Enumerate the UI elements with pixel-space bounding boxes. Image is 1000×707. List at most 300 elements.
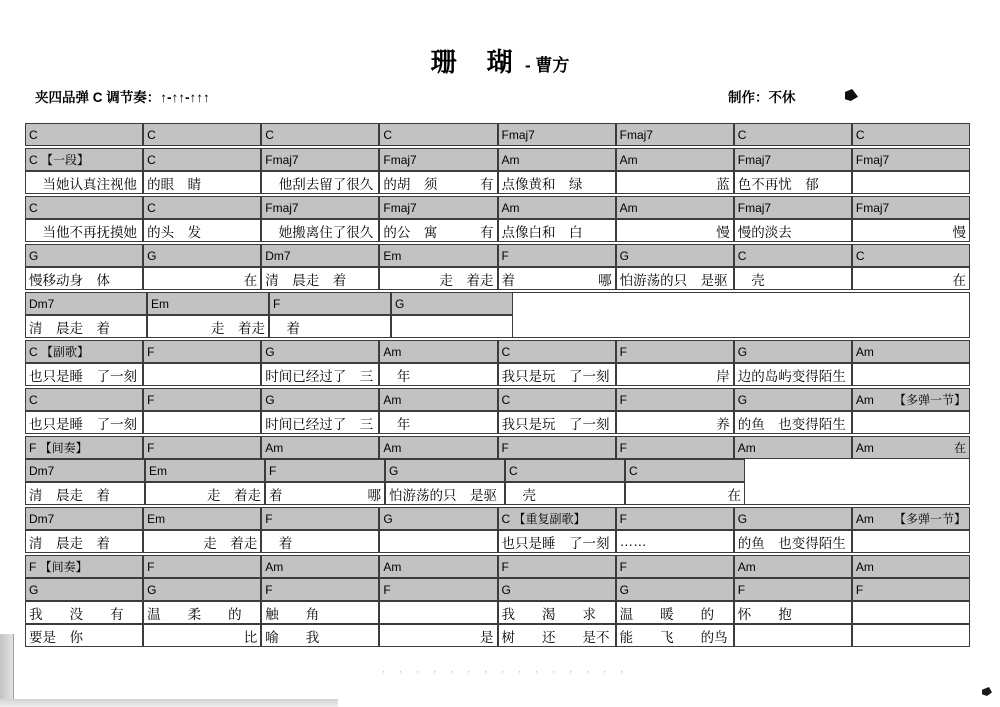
page-title — [0, 42, 1000, 79]
cell-text-left: 慢移动身 体 — [29, 272, 110, 288]
cell-text-left: G — [147, 582, 157, 597]
cell-text-left: C — [29, 127, 38, 142]
chord-cell — [261, 244, 379, 267]
cell-text-left: 我只是玩 了一刻 — [501, 368, 610, 384]
cell-text-left: 着 — [269, 487, 283, 503]
cell-text-left: Am — [619, 200, 638, 215]
cell-text-left: F — [501, 440, 509, 455]
cell-text-left: Fmaj7 — [383, 200, 417, 215]
lyric-cell — [25, 530, 143, 553]
capo-rhythm-note: 夹四品弹 C 调节奏：↑-↑↑-↑↑↑ — [35, 90, 210, 105]
lyric-cell — [25, 601, 143, 624]
lyric-cell — [498, 411, 616, 434]
chord-cell — [261, 123, 379, 146]
cell-text-left: F — [501, 559, 509, 574]
chord-cell — [379, 123, 497, 146]
cell-text-left: 她搬离住了很久 — [265, 224, 374, 240]
chord-cell — [265, 459, 385, 482]
lyric-cell — [261, 624, 379, 647]
watermark-dots: ，，，，，，，，，，，，，，， — [382, 664, 642, 675]
cell-text-right: 哪 — [598, 272, 612, 288]
lyric-cell — [379, 530, 497, 553]
lyric-cell — [143, 411, 261, 434]
chord-cell — [498, 148, 616, 171]
cell-text-left: Fmaj7 — [383, 152, 417, 167]
cell-text-left: G — [737, 511, 748, 526]
chord-cell — [261, 507, 379, 530]
lyric-cell — [616, 363, 734, 386]
cell-text-left: …… — [619, 534, 647, 549]
cell-text-left: Am — [501, 200, 520, 215]
lyric-cell — [143, 267, 261, 290]
cell-text-left: G — [265, 344, 275, 359]
cell-text-right: 【多弹一节】 — [893, 393, 966, 407]
empty-region — [745, 459, 970, 482]
chord-row — [25, 292, 970, 315]
cell-text-right: 是 — [480, 629, 494, 645]
chord-cell — [734, 148, 852, 171]
lyric-cell — [265, 482, 385, 505]
chord-cell — [734, 578, 852, 601]
chord-row — [25, 507, 970, 530]
lyric-cell — [734, 601, 852, 624]
lyric-row — [25, 601, 970, 624]
chord-cell — [852, 507, 970, 530]
lyric-cell — [379, 411, 497, 434]
cell-text-left: Am — [619, 152, 638, 167]
cell-text-left: F — [147, 440, 155, 455]
chord-cell — [143, 340, 261, 363]
cell-text-left: 也只是睡 了一刻 — [29, 416, 137, 432]
lyric-cell — [498, 601, 616, 624]
chord-cell — [498, 436, 616, 459]
cell-text-left: 的眼 睛 — [147, 176, 202, 192]
cell-text-left: C — [29, 392, 38, 407]
chord-row — [25, 436, 970, 459]
lyric-cell — [734, 363, 852, 386]
chord-cell — [498, 388, 616, 411]
cell-text-left: 的公 寓 — [383, 224, 438, 240]
lyric-row — [25, 624, 970, 647]
cell-text-left: C — [629, 463, 638, 478]
chord-cell — [261, 340, 379, 363]
lyric-cell — [25, 482, 145, 505]
cell-text-left: Am — [501, 152, 520, 167]
chord-cell — [852, 196, 970, 219]
cell-text-right: 慢 — [952, 224, 966, 240]
chord-cell — [616, 436, 734, 459]
lyric-cell — [379, 171, 497, 194]
cell-text-left: C — [147, 127, 156, 142]
lyric-row — [25, 411, 970, 434]
cell-text-left: Fmaj7 — [855, 200, 890, 215]
chord-cell — [25, 578, 143, 601]
chord-cell — [143, 148, 261, 171]
chord-cell — [143, 555, 261, 578]
cell-text-left: C — [29, 200, 38, 215]
song-section-10 — [25, 555, 970, 647]
chord-cell — [25, 148, 143, 171]
chord-row — [25, 148, 970, 171]
chord-cell — [25, 459, 145, 482]
lyric-cell — [25, 267, 143, 290]
chord-cell — [625, 459, 745, 482]
chord-cell — [261, 148, 379, 171]
chord-cell — [143, 388, 261, 411]
chord-cell — [505, 459, 625, 482]
cell-text-left: C — [855, 127, 865, 142]
chord-cell — [379, 244, 497, 267]
cell-text-left: 树 还 是不 — [501, 629, 610, 645]
chord-cell — [852, 388, 970, 411]
empty-region — [745, 482, 970, 505]
cell-text-left: Fmaj7 — [265, 200, 299, 215]
cell-text-left: 壳 — [509, 487, 536, 503]
chord-cell — [616, 555, 734, 578]
lyric-cell — [261, 267, 379, 290]
chord-cell — [25, 292, 147, 315]
cell-text-left: F — [147, 559, 155, 574]
cell-text-left: 的胡 须 — [383, 176, 438, 192]
cell-text-left: F — [619, 440, 627, 455]
chord-cell — [498, 340, 616, 363]
chord-cell — [379, 388, 497, 411]
cell-text-left: 当他不再抚摸她 — [29, 224, 137, 240]
cell-text-left: 年 — [383, 368, 411, 384]
song-section-5 — [25, 292, 970, 338]
chord-cell — [852, 578, 970, 601]
chord-row — [25, 196, 970, 219]
chord-table — [25, 123, 970, 649]
cell-text-left: Am — [265, 440, 284, 455]
lyric-cell — [734, 219, 852, 242]
cell-text-left: C — [509, 463, 518, 478]
cell-text-right: 在 — [952, 272, 966, 288]
cell-text-left: G — [501, 582, 511, 597]
chord-cell — [25, 555, 143, 578]
cell-text-left: Em — [383, 248, 402, 263]
cell-text-right: 走 着走 — [207, 487, 261, 503]
cell-text-left: Fmaj7 — [265, 152, 299, 167]
chord-cell — [25, 244, 143, 267]
lyric-cell — [143, 624, 261, 647]
cell-text-left: 时间已经过了 三 — [265, 416, 374, 432]
lyric-cell — [852, 267, 970, 290]
cell-text-left: 清 晨走 着 — [29, 535, 110, 551]
scan-artifact-top-right — [845, 89, 858, 101]
cell-text-left: Am — [855, 559, 874, 574]
chord-cell — [143, 436, 261, 459]
cell-text-left: 他刮去留了很久 — [265, 176, 374, 192]
cell-text-right: 在 — [953, 441, 966, 455]
chord-row — [25, 388, 970, 411]
cell-text-right: 岸 — [716, 368, 730, 384]
chord-cell — [379, 436, 497, 459]
chord-cell — [379, 340, 497, 363]
cell-text-right: 养 — [716, 416, 730, 432]
chord-cell — [269, 292, 391, 315]
cell-text-right: 走 着走 — [439, 272, 494, 288]
cell-text-left: F — [619, 511, 627, 526]
cell-text-left: 我只是玩 了一刻 — [501, 416, 610, 432]
cell-text-left: 怕游荡的只 是驱 — [619, 272, 728, 288]
cell-text-left: G — [737, 392, 748, 407]
credit-note: 制作：不休 — [728, 90, 796, 105]
cell-text-left: 怀 抱 — [737, 606, 792, 622]
cell-text-left: F — [619, 392, 627, 407]
empty-region — [513, 315, 970, 338]
chord-cell — [385, 459, 505, 482]
lyric-row — [25, 315, 970, 338]
cell-text-right: 走 着走 — [211, 320, 265, 336]
cell-text-left: G — [147, 248, 157, 263]
chord-cell — [379, 555, 497, 578]
cell-text-left: C — [147, 200, 156, 215]
lyric-cell — [616, 267, 734, 290]
cell-text-left: F — [383, 582, 391, 597]
chord-cell — [498, 123, 616, 146]
lyric-cell — [498, 363, 616, 386]
cell-text-left: 要是 你 — [29, 629, 83, 645]
lyric-cell — [852, 601, 970, 624]
song-section-1 — [25, 123, 970, 146]
chord-cell — [143, 196, 261, 219]
lyric-cell — [261, 411, 379, 434]
cell-text-left: 壳 — [737, 272, 765, 288]
cell-text-left: C 【副歌】 — [29, 345, 90, 359]
chord-cell — [391, 292, 513, 315]
lyric-cell — [505, 482, 625, 505]
cell-text-left: G — [619, 248, 629, 263]
chord-cell — [852, 148, 970, 171]
song-section-8 — [25, 436, 970, 505]
cell-text-left: G — [389, 463, 399, 478]
song-section-2 — [25, 148, 970, 194]
cell-text-right: 慢 — [716, 224, 730, 240]
cell-text-left: Em — [147, 511, 166, 526]
chord-cell — [852, 436, 970, 459]
lyric-cell — [616, 219, 734, 242]
lyric-cell — [852, 624, 970, 647]
lyric-cell — [379, 267, 497, 290]
cell-text-left: Em — [149, 463, 167, 478]
lyric-row — [25, 267, 970, 290]
lyric-cell — [385, 482, 505, 505]
cell-text-left: Am — [383, 392, 402, 407]
lyric-cell — [734, 624, 852, 647]
chord-cell — [498, 244, 616, 267]
lyric-cell — [379, 363, 497, 386]
lyric-cell — [25, 624, 143, 647]
chord-cell — [616, 388, 734, 411]
scan-edge-left — [0, 634, 14, 707]
lyric-cell — [616, 530, 734, 553]
cell-text-left: 着 — [501, 272, 515, 288]
chord-cell — [852, 244, 970, 267]
cell-text-left: 清 晨走 着 — [29, 487, 110, 503]
chord-cell — [734, 436, 852, 459]
cell-text-left: 也只是睡 了一刻 — [501, 535, 610, 551]
cell-text-left: Am — [383, 344, 402, 359]
chord-cell — [379, 578, 497, 601]
cell-text-left: 清 晨走 着 — [265, 272, 347, 288]
cell-text-left: 着 — [265, 535, 293, 551]
lyric-cell — [379, 219, 497, 242]
scan-artifact-bottom-right — [982, 687, 992, 696]
cell-text-left: Am — [855, 392, 874, 407]
cell-text-left: 的鱼 也变得陌生 — [737, 535, 846, 551]
chord-cell — [147, 292, 269, 315]
cell-text-left: 喻 我 — [265, 629, 320, 645]
cell-text-left: F — [273, 296, 281, 311]
chord-cell — [25, 388, 143, 411]
lyric-cell — [379, 624, 497, 647]
chord-cell — [852, 555, 970, 578]
song-section-4 — [25, 244, 970, 290]
chord-cell — [734, 388, 852, 411]
lyric-cell — [625, 482, 745, 505]
chord-cell — [379, 507, 497, 530]
cell-text-left: Am — [737, 559, 756, 574]
lyric-cell — [734, 530, 852, 553]
cell-text-right: 在 — [727, 487, 741, 503]
chord-cell — [261, 388, 379, 411]
cell-text-left: C — [737, 248, 747, 263]
chord-cell — [734, 507, 852, 530]
cell-text-left: F — [619, 344, 627, 359]
cell-text-left: C — [855, 248, 865, 263]
cell-text-left: 触 角 — [265, 606, 320, 622]
lyric-cell — [379, 601, 497, 624]
lyric-row — [25, 363, 970, 386]
lyric-cell — [498, 267, 616, 290]
chord-cell — [734, 196, 852, 219]
chord-row — [25, 123, 970, 146]
cell-text-right: 哪 — [367, 487, 381, 503]
cell-text-left: F — [737, 582, 746, 597]
chord-cell — [25, 196, 143, 219]
cell-text-right: 蓝 — [716, 176, 730, 192]
chord-row — [25, 578, 970, 601]
chord-cell — [25, 340, 143, 363]
cell-text-left: Fmaj7 — [501, 127, 535, 142]
chord-cell — [261, 555, 379, 578]
cell-text-left: C 【一段】 — [29, 153, 90, 167]
chord-cell — [498, 196, 616, 219]
lyric-cell — [498, 219, 616, 242]
lyric-row — [25, 219, 970, 242]
lyric-row — [25, 171, 970, 194]
lyric-cell — [261, 171, 379, 194]
chord-cell — [25, 507, 143, 530]
cell-text-left: 时间已经过了 三 — [265, 368, 374, 384]
chord-row — [25, 555, 970, 578]
cell-text-left: Am — [265, 559, 284, 574]
chord-row — [25, 244, 970, 267]
cell-text-left: 当她认真注视他 — [29, 176, 137, 192]
cell-text-left: 温 柔 的 — [147, 606, 242, 622]
song-section-3 — [25, 196, 970, 242]
cell-text-right: 比 — [243, 629, 258, 645]
chord-cell — [261, 578, 379, 601]
chord-cell — [143, 578, 261, 601]
chord-cell — [261, 436, 379, 459]
cell-text-left: F — [265, 582, 273, 597]
cell-text-left: 我 渴 求 — [501, 606, 596, 622]
cell-text-left: Fmaj7 — [737, 152, 772, 167]
chord-cell — [25, 436, 143, 459]
cell-text-left: Fmaj7 — [737, 200, 772, 215]
lyric-cell — [261, 601, 379, 624]
cell-text-left: G — [619, 582, 629, 597]
lyric-cell — [147, 315, 269, 338]
cell-text-left: C 【重复副歌】 — [501, 512, 586, 526]
lyric-row — [25, 530, 970, 553]
cell-text-left: 清 晨走 着 — [29, 320, 110, 336]
cell-text-left: 的头 发 — [147, 224, 202, 240]
cell-text-left: 的鱼 也变得陌生 — [737, 416, 846, 432]
chord-cell — [261, 196, 379, 219]
cell-text-left: Am — [737, 440, 756, 455]
scan-edge-bottom — [0, 699, 338, 707]
chord-cell — [143, 123, 261, 146]
lyric-cell — [852, 363, 970, 386]
cell-text-left: Am — [855, 511, 874, 526]
song-artist: - 曹方 — [525, 56, 570, 75]
lyric-cell — [734, 267, 852, 290]
lyric-cell — [25, 171, 143, 194]
cell-text-left: Dm7 — [29, 511, 55, 526]
lyric-cell — [261, 363, 379, 386]
chord-cell — [852, 340, 970, 363]
chord-cell — [616, 148, 734, 171]
lyric-cell — [616, 411, 734, 434]
cell-text-left: 色不再忧 郁 — [737, 176, 819, 192]
lyric-cell — [616, 171, 734, 194]
chord-cell — [616, 123, 734, 146]
chord-cell — [734, 123, 852, 146]
cell-text-left: 慢的淡去 — [737, 224, 792, 240]
chord-cell — [25, 123, 143, 146]
cell-text-left: F — [501, 248, 509, 263]
cell-text-left: Am — [383, 559, 402, 574]
cell-text-left: C — [383, 127, 393, 142]
chord-cell — [498, 555, 616, 578]
chord-cell — [616, 340, 734, 363]
cell-text-left: C — [501, 392, 511, 407]
song-section-7 — [25, 388, 970, 434]
cell-text-left: 怕游荡的只 是驱 — [389, 487, 497, 503]
cell-text-left: G — [265, 392, 275, 407]
lyric-cell — [852, 171, 970, 194]
chord-cell — [379, 148, 497, 171]
empty-region — [513, 292, 970, 315]
cell-text-left: F — [265, 511, 273, 526]
cell-text-left: 点像黄和 绿 — [501, 176, 583, 192]
lyric-cell — [261, 219, 379, 242]
cell-text-left: Am — [383, 440, 402, 455]
cell-text-left: Fmaj7 — [619, 127, 653, 142]
chord-cell — [143, 244, 261, 267]
lyric-cell — [261, 530, 379, 553]
chord-cell — [734, 340, 852, 363]
lyric-cell — [269, 315, 391, 338]
cell-text-left: Fmaj7 — [855, 152, 890, 167]
cell-text-left: F 【间奏】 — [29, 441, 88, 455]
cell-text-left: 点像白和 白 — [501, 224, 583, 240]
lyric-cell — [143, 530, 261, 553]
chord-cell — [734, 244, 852, 267]
